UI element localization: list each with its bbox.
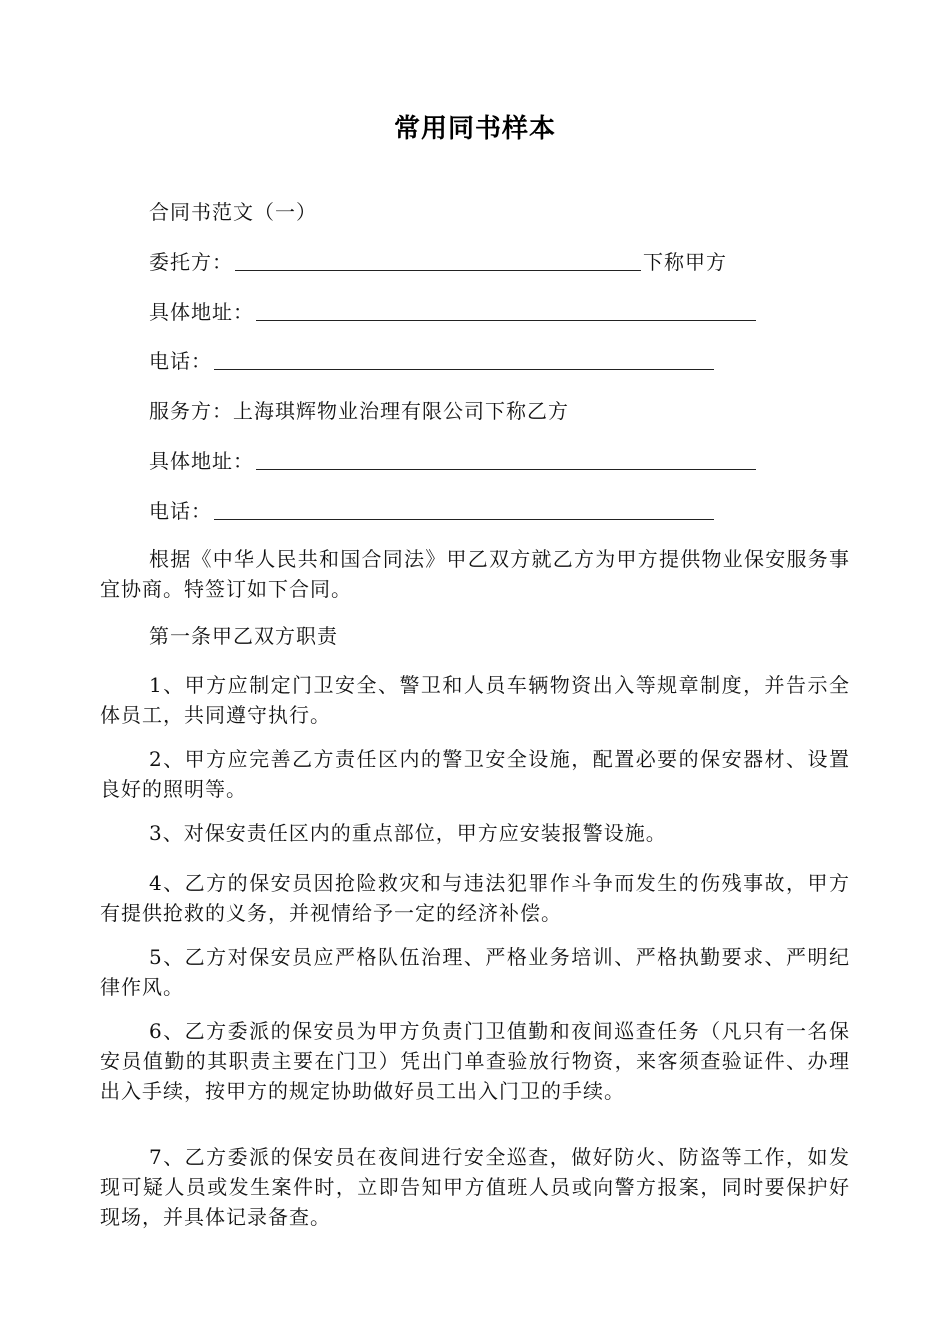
- client-phone-blank[interactable]: [214, 347, 714, 370]
- clause-1: 1、甲方应制定门卫安全、警卫和人员车辆物资出入等规章制度，并告示全体员工，共同遵守执行。: [100, 673, 850, 727]
- client-phone-label: 电话：: [149, 349, 212, 373]
- client-address-line: [149, 298, 758, 326]
- clause-6: 6、乙方委派的保安员为甲方负责门卫值勤和夜间巡查任务（凡只有一名保安员值勤的其职责主要在门卫）凭出门单查验放行物资，来客须查验证件、办理出入手续，按甲方的规定协助做好员工出入门卫的手续。: [100, 1019, 850, 1103]
- clause-4: 4、乙方的保安员因抢险救灾和与违法犯罪作斗争而发生的伤残事故，甲方有提供抢救的义务，并视情给予一定的经济补偿。: [100, 871, 850, 925]
- article-one-heading: 第一条甲乙双方职责: [149, 624, 338, 648]
- provider-address-line: [149, 447, 758, 475]
- service-provider-line: 服务方：上海琪辉物业治理有限公司下称乙方: [149, 399, 569, 423]
- provider-phone-label: 电话：: [149, 499, 212, 523]
- clause-2: 2、甲方应完善乙方责任区内的警卫安全设施，配置必要的保安器材、设置良好的照明等。: [100, 747, 850, 801]
- sample-heading: 合同书范文（一）: [149, 200, 317, 224]
- client-name-blank[interactable]: [235, 248, 641, 271]
- client-address-label: 具体地址：: [149, 300, 254, 324]
- client-label: 委托方：: [149, 250, 233, 274]
- client-address-blank[interactable]: [256, 298, 756, 321]
- client-phone-line: [149, 347, 716, 375]
- client-suffix: 下称甲方: [643, 250, 727, 274]
- provider-address-label: 具体地址：: [149, 449, 254, 473]
- clause-7: 7、乙方委派的保安员在夜间进行安全巡查，做好防火、防盗等工作，如发现可疑人员或发生案件时，立即告知甲方值班人员或向警方报案，同时要保护好现场，并具体记录备查。: [100, 1145, 850, 1229]
- clause-5: 5、乙方对保安员应严格队伍治理、严格业务培训、严格执勤要求、严明纪律作风。: [100, 945, 850, 999]
- document-title: 常用同书样本: [393, 114, 556, 144]
- intro-paragraph: 根据《中华人民共和国合同法》甲乙双方就乙方为甲方提供物业保安服务事宜协商。特签订如下合同。: [100, 547, 850, 601]
- provider-phone-line: [149, 497, 716, 525]
- provider-address-blank[interactable]: [256, 447, 756, 470]
- clause-3: 3、对保安责任区内的重点部位，甲方应安装报警设施。: [149, 821, 667, 845]
- provider-phone-blank[interactable]: [214, 497, 714, 520]
- client-line: [149, 248, 727, 276]
